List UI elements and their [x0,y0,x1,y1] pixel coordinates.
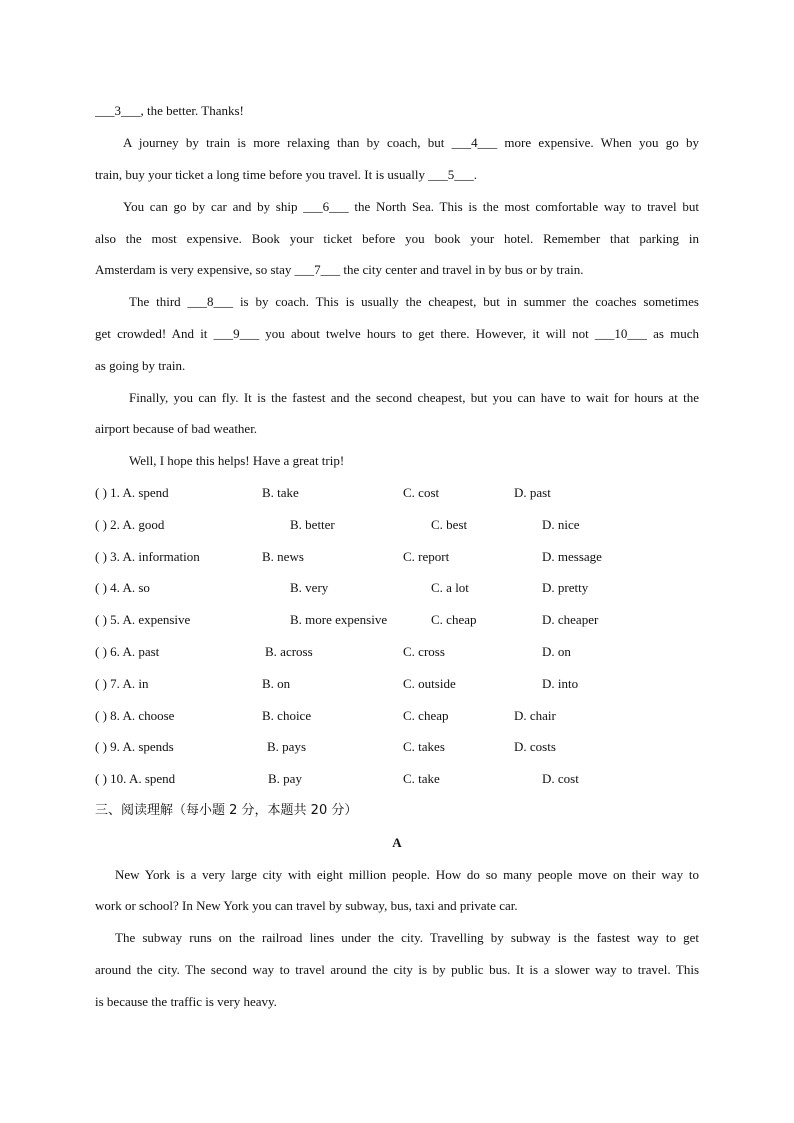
option-d: D. costs [514,739,556,754]
passage-line: also the most expensive. Book your ticket before you book your hotel. Remember that parking in [95,231,699,246]
option-d: D. cheaper [542,612,599,627]
question-stem: ( ) 4. A. so [95,580,150,595]
option-b: B. pays [267,739,306,754]
option-d: D. chair [514,708,556,723]
passage-line: Amsterdam is very expensive, so stay ___7___ the city center and travel in by bus or by train. [95,262,584,277]
option-b: B. very [290,580,329,595]
option-d: D. nice [542,517,580,532]
passage-line: A journey by train is more relaxing than by coach, but ___4___ more expensive. When you go by [123,135,699,150]
option-c: C. cost [403,485,440,500]
option-b: B. across [265,644,313,659]
option-c: C. report [403,549,450,564]
question-stem: ( ) 8. A. choose [95,708,175,723]
option-c: C. outside [403,676,456,691]
question-stem: ( ) 5. A. expensive [95,612,191,627]
option-d: D. into [542,676,579,691]
option-b: B. take [262,485,299,500]
option-c: C. take [403,771,440,786]
option-b: B. on [262,676,291,691]
option-d: D. past [514,485,551,500]
option-b: B. better [290,517,335,532]
reading-line: is because the traffic is very heavy. [95,994,277,1009]
question-stem: ( ) 7. A. in [95,676,149,691]
passage-line: Well, I hope this helps! Have a great trip! [129,453,345,468]
option-c: C. cheap [431,612,477,627]
option-c: C. a lot [431,580,469,595]
option-c: C. takes [403,739,445,754]
question-stem: ( ) 1. A. spend [95,485,169,500]
reading-line: The subway runs on the railroad lines under the city. Travelling by subway is the fastest way to get [115,930,699,945]
option-c: C. cheap [403,708,449,723]
section-title: 三、阅读理解（每小题 2 分，本题共 20 分） [95,803,358,818]
question-stem: ( ) 10. A. spend [95,771,176,786]
question-stem: ( ) 6. A. past [95,644,160,659]
passage-line: You can go by car and by ship ___6___ the North Sea. This is the most comfortable way to travel but [123,199,699,214]
option-b: B. news [262,549,304,564]
reading-line: New York is a very large city with eight million people. How do so many people move on their way to [115,867,699,882]
option-b: B. more expensive [290,612,388,627]
reading-line: around the city. The second way to travel around the city is by public bus. It is a slower way to travel. This [95,962,699,977]
option-d: D. message [542,549,602,564]
passage-line: airport because of bad weather. [95,421,258,436]
option-b: B. choice [262,708,312,723]
passage-line: The third ___8___ is by coach. This is usually the cheapest, but in summer the coaches sometimes [129,294,699,309]
question-stem: ( ) 3. A. information [95,549,200,564]
passage-line: Finally, you can fly. It is the fastest and the second cheapest, but you can have to wait for hours at the [129,390,699,405]
passage-line: as going by train. [95,358,186,373]
option-b: B. pay [268,771,302,786]
option-d: D. on [542,644,571,659]
option-d: D. pretty [542,580,589,595]
passage-line: get crowded! And it ___9___ you about twelve hours to get there. However, it will not ___10___ as much [95,326,699,341]
option-d: D. cost [542,771,579,786]
option-c: C. best [431,517,468,532]
passage-line: train, buy your ticket a long time before you travel. It is usually ___5___. [95,167,477,182]
option-c: C. cross [403,644,445,659]
reading-line: work or school? In New York you can travel by subway, bus, taxi and private car. [95,898,518,913]
question-stem: ( ) 9. A. spends [95,739,174,754]
passage-subheading: A [392,835,402,850]
passage-line: ___3___, the better. Thanks! [95,103,244,118]
question-stem: ( ) 2. A. good [95,517,165,532]
